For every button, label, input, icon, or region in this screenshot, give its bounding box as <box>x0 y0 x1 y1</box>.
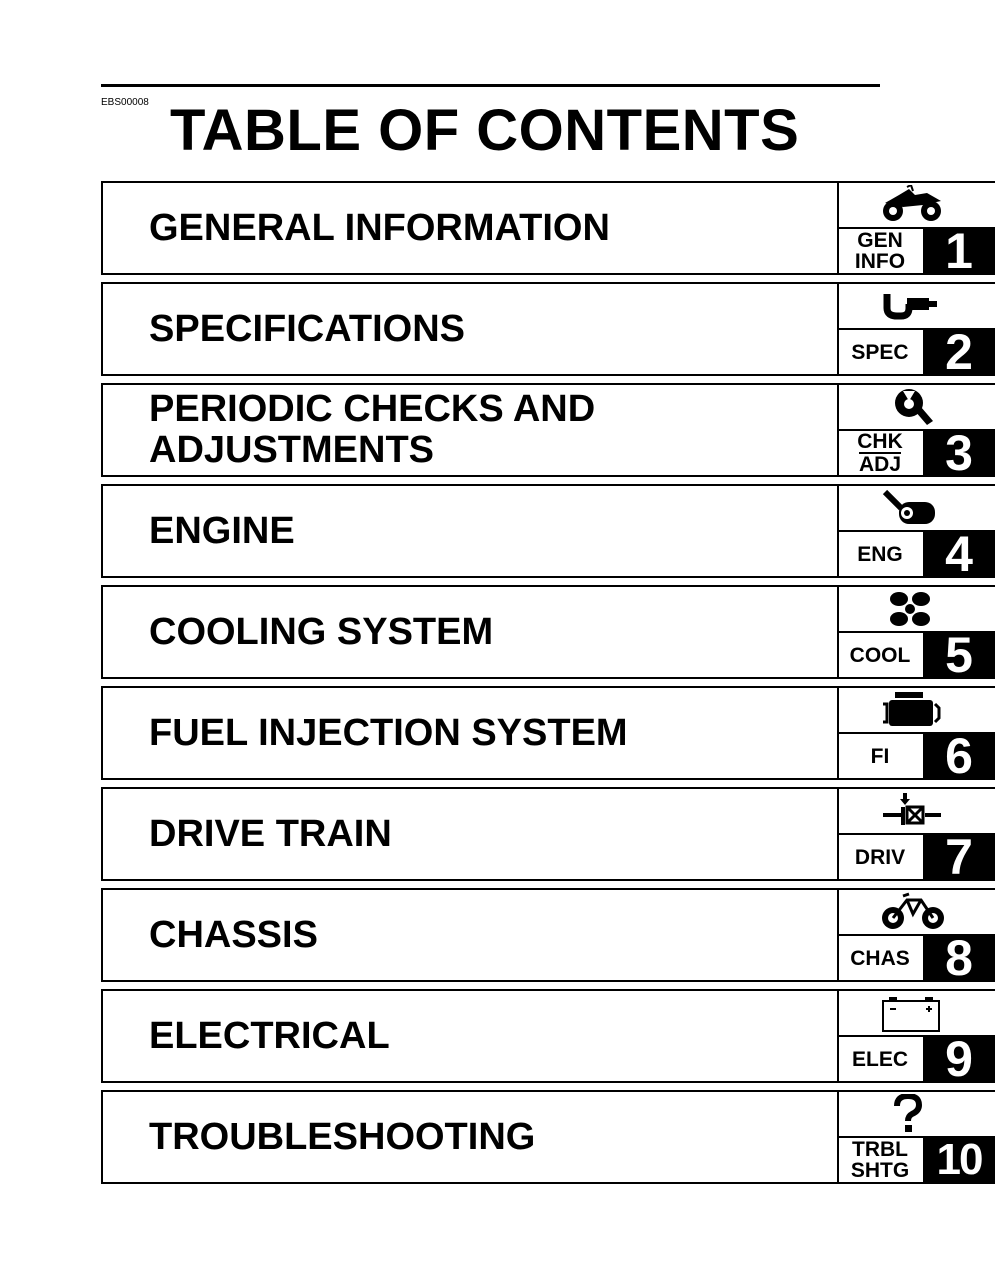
page-title: TABLE OF CONTENTS <box>170 98 800 163</box>
section-abbreviation: COOL <box>849 643 911 667</box>
piston-icon <box>879 488 949 528</box>
section-tab[interactable] <box>837 484 995 582</box>
toc-row-troubleshooting[interactable] <box>101 1090 995 1184</box>
section-title: TROUBLESHOOTING <box>149 1115 536 1158</box>
question-icon <box>879 1094 949 1134</box>
section-tab[interactable] <box>837 585 995 683</box>
toc-row-periodic-checks[interactable] <box>101 383 995 481</box>
drive-train-icon <box>879 791 949 831</box>
section-abbreviation: FI <box>870 744 890 768</box>
section-title-box <box>101 282 839 376</box>
section-tab[interactable] <box>837 888 995 986</box>
section-tab[interactable] <box>837 989 995 1087</box>
section-title-box <box>101 383 839 477</box>
section-number: 2 <box>923 328 995 376</box>
section-abbreviation: CHK ADJ <box>857 430 903 476</box>
section-title: PERIODIC CHECKS AND ADJUSTMENTS <box>149 388 596 471</box>
section-abbreviation: GEN INFO <box>854 229 906 273</box>
section-abbreviation: SPEC <box>851 340 909 364</box>
fuel-injection-icon <box>879 690 949 730</box>
section-title: ELECTRICAL <box>149 1014 390 1057</box>
section-title: ENGINE <box>149 509 295 552</box>
section-abbreviation: DRIV <box>854 845 906 869</box>
section-abbreviation: CHAS <box>850 946 910 970</box>
fan-icon <box>879 589 949 629</box>
section-abbreviation: ELEC <box>851 1047 908 1071</box>
section-abbreviation: TRBL SHTG <box>850 1138 910 1182</box>
atv-icon <box>879 185 949 225</box>
header-rule <box>101 84 880 87</box>
toc-row-specifications[interactable] <box>101 282 995 380</box>
section-title-box <box>101 585 839 679</box>
section-abbreviation: ENG <box>857 542 903 566</box>
toc-row-electrical[interactable] <box>101 989 995 1087</box>
section-number: 6 <box>923 732 995 780</box>
toc-row-chassis[interactable] <box>101 888 995 986</box>
table-of-contents <box>101 181 995 1191</box>
section-number: 9 <box>923 1035 995 1083</box>
section-title-box <box>101 686 839 780</box>
toc-row-engine[interactable] <box>101 484 995 582</box>
toc-row-drive-train[interactable] <box>101 787 995 885</box>
toc-row-cooling-system[interactable] <box>101 585 995 683</box>
section-tab[interactable] <box>837 282 995 380</box>
section-title-box <box>101 1090 839 1184</box>
section-title: SPECIFICATIONS <box>149 307 465 350</box>
section-tab[interactable] <box>837 1090 995 1184</box>
toc-row-general-information[interactable] <box>101 181 995 279</box>
section-title: GENERAL INFORMATION <box>149 206 610 249</box>
battery-icon <box>879 993 949 1033</box>
section-title: COOLING SYSTEM <box>149 610 494 653</box>
wrench-icon <box>879 387 949 427</box>
section-title-box <box>101 787 839 881</box>
section-title-box <box>101 181 839 275</box>
section-title-box <box>101 989 839 1083</box>
section-number: 10 <box>923 1136 995 1184</box>
section-number: 7 <box>923 833 995 881</box>
section-tab[interactable] <box>837 787 995 885</box>
section-title: DRIVE TRAIN <box>149 812 392 855</box>
section-tab[interactable] <box>837 686 995 784</box>
section-tab[interactable] <box>837 383 995 481</box>
document-code: EBS00008 <box>101 97 149 108</box>
section-number: 5 <box>923 631 995 679</box>
section-title-box <box>101 484 839 578</box>
section-title: FUEL INJECTION SYSTEM <box>149 711 628 754</box>
section-title: CHASSIS <box>149 913 318 956</box>
toc-row-fuel-injection-system[interactable] <box>101 686 995 784</box>
section-tab[interactable] <box>837 181 995 279</box>
chassis-icon <box>879 892 949 932</box>
spec-tool-icon <box>879 286 949 326</box>
section-number: 4 <box>923 530 995 578</box>
section-number: 1 <box>923 227 995 275</box>
section-number: 3 <box>923 429 995 477</box>
section-number: 8 <box>923 934 995 982</box>
section-title-box <box>101 888 839 982</box>
